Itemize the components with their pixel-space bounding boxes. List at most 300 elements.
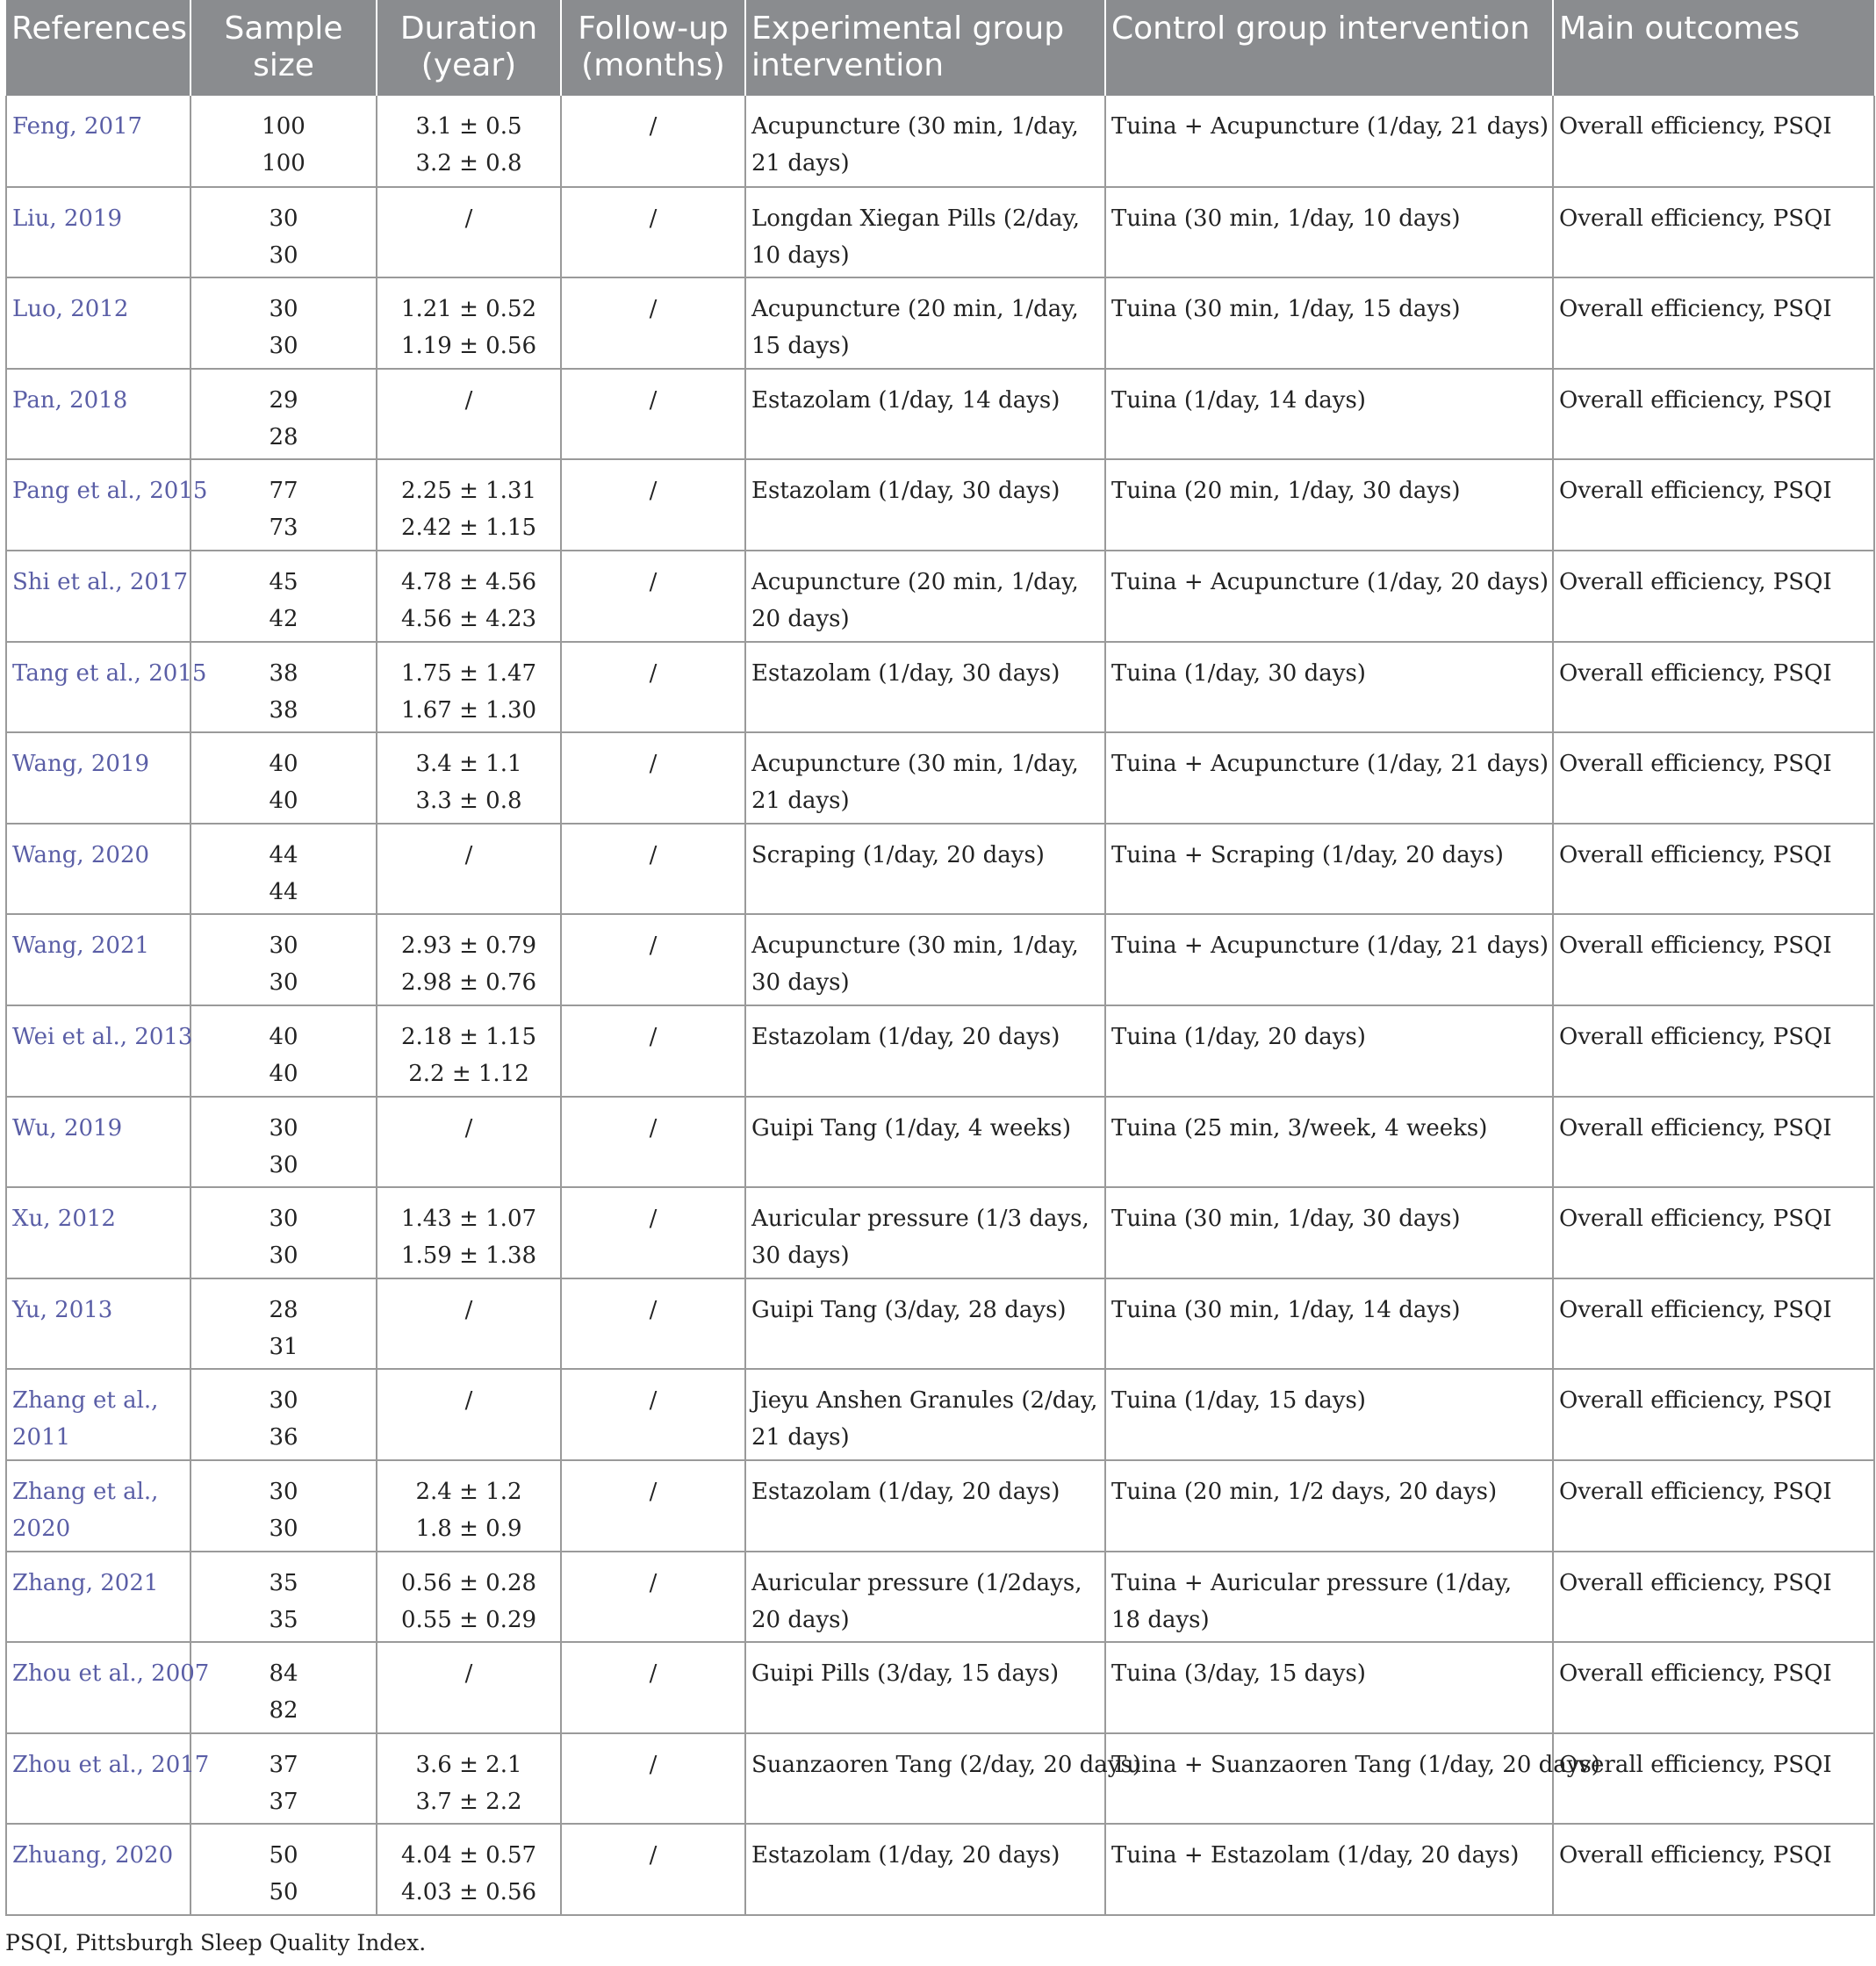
experimental-line: Guipi Pills (3/day, 15 days) [751, 1660, 1060, 1688]
duration-value: 4.78 ± 4.56 [400, 568, 537, 595]
outcomes-cell: Overall efficiency, PSQI [1553, 1733, 1874, 1825]
sample-size-value: 30 [269, 296, 298, 323]
sample-size-cell [190, 1552, 377, 1643]
reference-link[interactable]: Tang et al., 2015 [12, 659, 207, 687]
reference-link[interactable]: Zhang et al., [12, 1478, 159, 1505]
duration-value: 2.98 ± 0.76 [400, 969, 537, 997]
sample-size-value: 30 [269, 1478, 298, 1505]
reference-link[interactable]: Xu, 2012 [12, 1206, 116, 1233]
duration-cell [377, 1552, 561, 1643]
sample-size-cell [190, 1824, 377, 1915]
control-cell [1105, 1824, 1553, 1915]
reference-link[interactable]: Shi et al., 2017 [12, 568, 189, 595]
experimental-line: Estazolam (1/day, 20 days) [751, 1478, 1060, 1505]
table-row [6, 914, 1874, 1005]
experimental-cell [745, 187, 1105, 278]
duration-value: / [464, 841, 473, 868]
experimental-cell [745, 1005, 1105, 1097]
duration-cell [377, 277, 561, 369]
duration-value: 2.25 ± 1.31 [400, 478, 537, 505]
experimental-line: Acupuncture (20 min, 1/day, [751, 568, 1079, 595]
duration-value: / [464, 1660, 473, 1688]
experimental-cell [745, 369, 1105, 460]
follow-up-cell: / [561, 187, 745, 278]
duration-cell [377, 1369, 561, 1460]
control-cell [1105, 1642, 1553, 1733]
sample-size-value: 37 [269, 1788, 298, 1815]
experimental-line: Jieyu Anshen Granules (2/day, [751, 1387, 1098, 1415]
reference-link[interactable]: Wang, 2021 [12, 933, 150, 960]
reference-cell[interactable] [6, 187, 190, 278]
duration-value: 2.42 ± 1.15 [400, 515, 537, 542]
reference-link[interactable]: Feng, 2017 [12, 113, 143, 140]
duration-value: / [464, 205, 473, 232]
column-header-control: Control group intervention [1105, 0, 1553, 96]
table-row [6, 1369, 1874, 1460]
study-characteristics-table [5, 0, 1875, 1916]
experimental-cell [745, 1097, 1105, 1188]
table-row [6, 1642, 1874, 1733]
control-cell [1105, 1369, 1553, 1460]
follow-up-cell: / [561, 1642, 745, 1733]
outcomes-cell: Overall efficiency, PSQI [1553, 1005, 1874, 1097]
table-footnote: PSQI, Pittsburgh Sleep Quality Index. [5, 1930, 427, 1955]
control-line: Tuina (30 min, 1/day, 10 days) [1111, 205, 1461, 232]
outcomes-cell: Overall efficiency, PSQI [1553, 1642, 1874, 1733]
duration-value: 2.18 ± 1.15 [400, 1023, 537, 1050]
sample-size-cell [190, 1097, 377, 1188]
reference-link[interactable]: Wang, 2019 [12, 751, 150, 778]
sample-size-value: 30 [269, 1114, 298, 1141]
sample-size-value: 40 [269, 1060, 298, 1087]
outcomes-cell: Overall efficiency, PSQI [1553, 551, 1874, 642]
sample-size-cell [190, 1733, 377, 1825]
duration-cell [377, 1460, 561, 1552]
experimental-cell [745, 1642, 1105, 1733]
sample-size-value: 30 [269, 1151, 298, 1178]
reference-link[interactable]: Pan, 2018 [12, 386, 128, 414]
duration-value: 4.04 ± 0.57 [400, 1842, 537, 1869]
duration-cell [377, 1278, 561, 1370]
control-line: Tuina + Suanzaoren Tang (1/day, 20 days) [1111, 1751, 1600, 1778]
duration-value: / [464, 1296, 473, 1323]
table-row [6, 1278, 1874, 1370]
follow-up-cell: / [561, 459, 745, 551]
reference-link[interactable]: Zhou et al., 2017 [12, 1751, 210, 1778]
column-header-outcomes: Main outcomes [1553, 0, 1874, 96]
sample-size-value: 28 [269, 423, 298, 450]
control-line: Tuina (20 min, 1/2 days, 20 days) [1111, 1478, 1498, 1505]
follow-up-cell: / [561, 96, 745, 187]
outcomes-cell: Overall efficiency, PSQI [1553, 1824, 1874, 1915]
control-cell [1105, 369, 1553, 460]
duration-value: / [464, 1114, 473, 1141]
duration-cell [377, 914, 561, 1005]
reference-cell[interactable] [6, 551, 190, 642]
duration-value: 1.67 ± 1.30 [400, 696, 537, 724]
control-cell [1105, 277, 1553, 369]
control-line: Tuina (1/day, 15 days) [1111, 1387, 1366, 1415]
sample-size-value: 73 [269, 515, 298, 542]
follow-up-cell: / [561, 1460, 745, 1552]
reference-link[interactable]: Yu, 2013 [12, 1296, 113, 1323]
experimental-line: 30 days) [751, 1242, 850, 1270]
duration-cell [377, 824, 561, 915]
table-row [6, 1824, 1874, 1915]
duration-value: / [464, 386, 473, 414]
sample-size-cell [190, 1187, 377, 1278]
control-line: Tuina (20 min, 1/day, 30 days) [1111, 478, 1461, 505]
duration-cell [377, 1642, 561, 1733]
outcomes-cell: Overall efficiency, PSQI [1553, 824, 1874, 915]
reference-cell[interactable] [6, 1278, 190, 1370]
sample-size-value: 31 [269, 1333, 298, 1360]
outcomes-cell: Overall efficiency, PSQI [1553, 732, 1874, 824]
duration-cell [377, 551, 561, 642]
experimental-line: 20 days) [751, 1606, 850, 1633]
table-row [6, 369, 1874, 460]
sample-size-cell [190, 732, 377, 824]
follow-up-cell: / [561, 1187, 745, 1278]
duration-value: 2.93 ± 0.79 [400, 933, 537, 960]
experimental-cell [745, 459, 1105, 551]
experimental-line: 21 days) [751, 788, 850, 815]
control-cell [1105, 187, 1553, 278]
reference-cell[interactable] [6, 642, 207, 733]
experimental-cell [745, 642, 1105, 733]
control-cell [1105, 914, 1553, 1005]
reference-link[interactable]: Wang, 2020 [12, 841, 150, 868]
follow-up-cell: / [561, 1005, 745, 1097]
sample-size-value: 30 [269, 205, 298, 232]
column-header-follow-up: Follow-up (months) [561, 0, 745, 96]
follow-up-cell: / [561, 1278, 745, 1370]
sample-size-cell [190, 551, 377, 642]
reference-cell[interactable] [6, 1097, 190, 1188]
reference-link[interactable]: Zhang, 2021 [12, 1569, 159, 1596]
duration-cell [377, 1824, 561, 1915]
control-line: Tuina (30 min, 1/day, 14 days) [1111, 1296, 1461, 1323]
control-cell [1105, 824, 1553, 915]
sample-size-value: 30 [269, 969, 298, 997]
reference-cell[interactable] [6, 1733, 210, 1825]
reference-cell[interactable] [6, 1187, 190, 1278]
control-line: Tuina + Acupuncture (1/day, 21 days) [1111, 751, 1549, 778]
duration-value: 1.21 ± 0.52 [400, 296, 537, 323]
table-body [6, 96, 1874, 1915]
sample-size-value: 77 [269, 478, 298, 505]
follow-up-cell: / [561, 1733, 745, 1825]
control-cell [1105, 1460, 1553, 1552]
control-line: Tuina (1/day, 20 days) [1111, 1023, 1366, 1050]
table-row [6, 1733, 1874, 1825]
sample-size-cell [190, 277, 377, 369]
sample-size-value: 30 [269, 1387, 298, 1415]
sample-size-value: 30 [269, 1242, 298, 1270]
sample-size-value: 50 [269, 1842, 298, 1869]
reference-link[interactable]: Zhuang, 2020 [12, 1842, 174, 1869]
sample-size-cell [190, 1460, 377, 1552]
reference-link[interactable]: Zhou et al., 2007 [12, 1660, 210, 1688]
follow-up-cell: / [561, 1097, 745, 1188]
outcomes-cell: Overall efficiency, PSQI [1553, 1552, 1874, 1643]
table-row [6, 642, 1874, 733]
duration-value: 1.75 ± 1.47 [400, 659, 537, 687]
reference-cell[interactable] [6, 96, 190, 187]
reference-link[interactable]: Liu, 2019 [12, 205, 123, 232]
experimental-line: Estazolam (1/day, 20 days) [751, 1842, 1060, 1869]
sample-size-value: 30 [269, 1515, 298, 1542]
outcomes-cell: Overall efficiency, PSQI [1553, 96, 1874, 187]
experimental-cell [745, 1369, 1105, 1460]
reference-cell[interactable] [6, 1642, 210, 1733]
duration-cell [377, 1005, 561, 1097]
reference-link[interactable]: Zhang et al., [12, 1387, 159, 1415]
duration-value: 2.2 ± 1.12 [408, 1060, 529, 1087]
outcomes-cell: Overall efficiency, PSQI [1553, 277, 1874, 369]
sample-size-cell [190, 642, 377, 733]
sample-size-cell [190, 1369, 377, 1460]
control-cell [1105, 1733, 1600, 1825]
control-line: Tuina + Scraping (1/day, 20 days) [1111, 841, 1504, 868]
sample-size-cell [190, 1278, 377, 1370]
sample-size-value: 42 [269, 605, 298, 632]
sample-size-value: 44 [269, 878, 298, 905]
sample-size-value: 28 [269, 1296, 298, 1323]
sample-size-value: 30 [269, 1206, 298, 1233]
duration-cell [377, 187, 561, 278]
experimental-cell [745, 277, 1105, 369]
duration-cell [377, 459, 561, 551]
duration-cell [377, 96, 561, 187]
sample-size-cell [190, 1642, 377, 1733]
sample-size-value: 50 [269, 1879, 298, 1906]
experimental-line: Acupuncture (30 min, 1/day, [751, 933, 1079, 960]
follow-up-cell: / [561, 1824, 745, 1915]
sample-size-value: 40 [269, 751, 298, 778]
table-row [6, 824, 1874, 915]
reference-link[interactable]: Wu, 2019 [12, 1114, 123, 1141]
duration-cell [377, 1097, 561, 1188]
table-row [6, 1005, 1874, 1097]
experimental-line: 21 days) [751, 150, 850, 176]
outcomes-cell: Overall efficiency, PSQI [1553, 1278, 1874, 1370]
experimental-line: Acupuncture (20 min, 1/day, [751, 296, 1079, 323]
experimental-cell [745, 1187, 1105, 1278]
table-row [6, 1097, 1874, 1188]
sample-size-value: 37 [269, 1751, 298, 1778]
experimental-line: 30 days) [751, 969, 850, 997]
duration-cell [377, 1187, 561, 1278]
sample-size-value: 35 [269, 1569, 298, 1596]
table-row [6, 277, 1874, 369]
table-row [6, 187, 1874, 278]
control-cell [1105, 459, 1553, 551]
table-row [6, 96, 1874, 187]
experimental-line: Guipi Tang (1/day, 4 weeks) [751, 1114, 1071, 1141]
experimental-cell [745, 1733, 1141, 1825]
sample-size-value: 100 [262, 150, 305, 176]
control-cell [1105, 732, 1553, 824]
duration-value: 3.2 ± 0.8 [415, 150, 522, 176]
duration-value: 2.4 ± 1.2 [415, 1478, 522, 1505]
follow-up-cell: / [561, 1369, 745, 1460]
sample-size-value: 30 [269, 241, 298, 269]
sample-size-cell [190, 369, 377, 460]
follow-up-cell: / [561, 642, 745, 733]
follow-up-cell: / [561, 732, 745, 824]
duration-value: 3.7 ± 2.2 [415, 1788, 522, 1815]
control-line: Tuina (3/day, 15 days) [1111, 1660, 1366, 1688]
reference-cell[interactable] [6, 1824, 190, 1915]
duration-value: 1.59 ± 1.38 [400, 1242, 537, 1270]
control-line: Tuina (1/day, 30 days) [1111, 659, 1366, 687]
duration-cell [377, 732, 561, 824]
control-line: Tuina (30 min, 1/day, 15 days) [1111, 296, 1461, 323]
duration-value: 3.1 ± 0.5 [415, 113, 522, 140]
experimental-line: Estazolam (1/day, 30 days) [751, 659, 1060, 687]
experimental-cell [745, 914, 1105, 1005]
duration-value: 0.56 ± 0.28 [400, 1569, 537, 1596]
experimental-cell [745, 1824, 1105, 1915]
sample-size-cell [190, 96, 377, 187]
column-header-references: References [6, 0, 190, 96]
outcomes-cell: Overall efficiency, PSQI [1553, 1187, 1874, 1278]
sample-size-cell [190, 824, 377, 915]
experimental-cell [745, 551, 1105, 642]
experimental-line: 20 days) [751, 605, 850, 632]
experimental-line: Estazolam (1/day, 30 days) [751, 478, 1060, 505]
duration-value: 0.55 ± 0.29 [400, 1606, 537, 1633]
sample-size-value: 36 [269, 1424, 298, 1451]
table-row [6, 459, 1874, 551]
duration-value: 3.6 ± 2.1 [415, 1751, 522, 1778]
sample-size-value: 35 [269, 1606, 298, 1633]
experimental-cell [745, 1460, 1105, 1552]
sample-size-cell [190, 914, 377, 1005]
reference-cell[interactable] [6, 369, 190, 460]
control-cell [1105, 1097, 1553, 1188]
duration-cell [377, 642, 561, 733]
experimental-cell [745, 824, 1105, 915]
reference-link[interactable]: 2011 [12, 1424, 71, 1451]
table-row [6, 732, 1874, 824]
control-cell [1105, 642, 1553, 733]
column-header-duration: Duration (year) [377, 0, 561, 96]
reference-cell[interactable] [6, 459, 208, 551]
reference-cell[interactable] [6, 1369, 190, 1460]
follow-up-cell: / [561, 551, 745, 642]
outcomes-cell: Overall efficiency, PSQI [1553, 459, 1874, 551]
sample-size-value: 84 [269, 1660, 298, 1688]
experimental-line: Scraping (1/day, 20 days) [751, 841, 1045, 868]
reference-cell[interactable] [6, 914, 190, 1005]
outcomes-cell: Overall efficiency, PSQI [1553, 1460, 1874, 1552]
sample-size-value: 44 [269, 841, 298, 868]
experimental-line: Acupuncture (30 min, 1/day, [751, 113, 1079, 140]
control-line: Tuina + Auricular pressure (1/day, [1111, 1569, 1513, 1596]
reference-cell[interactable] [6, 824, 190, 915]
control-line: Tuina (25 min, 3/week, 4 weeks) [1111, 1114, 1488, 1141]
experimental-line: 15 days) [751, 333, 850, 360]
duration-cell [377, 1733, 561, 1825]
table-row [6, 1187, 1874, 1278]
experimental-cell [745, 1278, 1105, 1370]
duration-value: 1.43 ± 1.07 [400, 1206, 537, 1233]
sample-size-value: 82 [269, 1697, 298, 1725]
reference-cell[interactable] [6, 732, 190, 824]
control-line: Tuina (30 min, 1/day, 30 days) [1111, 1206, 1461, 1233]
sample-size-value: 38 [269, 696, 298, 724]
reference-cell[interactable] [6, 1552, 190, 1643]
experimental-line: Estazolam (1/day, 14 days) [751, 386, 1060, 414]
outcomes-cell: Overall efficiency, PSQI [1553, 1369, 1874, 1460]
control-cell [1105, 1552, 1553, 1643]
follow-up-cell: / [561, 369, 745, 460]
control-cell [1105, 1278, 1553, 1370]
control-line: Tuina + Acupuncture (1/day, 21 days) [1111, 933, 1549, 960]
control-line: Tuina + Acupuncture (1/day, 21 days) [1111, 113, 1549, 140]
reference-cell[interactable] [6, 277, 190, 369]
experimental-cell [745, 732, 1105, 824]
follow-up-cell: / [561, 914, 745, 1005]
follow-up-cell: / [561, 1552, 745, 1643]
sample-size-value: 40 [269, 788, 298, 815]
control-cell [1105, 551, 1553, 642]
follow-up-cell: / [561, 824, 745, 915]
table-row [6, 1552, 1874, 1643]
outcomes-cell: Overall efficiency, PSQI [1553, 642, 1874, 733]
column-header-experimental: Experimental group intervention [745, 0, 1105, 96]
control-line: Tuina + Acupuncture (1/day, 20 days) [1111, 568, 1549, 595]
experimental-line: 21 days) [751, 1424, 850, 1451]
duration-value: 1.8 ± 0.9 [415, 1515, 522, 1542]
sample-size-cell [190, 459, 377, 551]
outcomes-cell: Overall efficiency, PSQI [1553, 369, 1874, 460]
sample-size-value: 38 [269, 659, 298, 687]
experimental-line: Longdan Xiegan Pills (2/day, [751, 205, 1080, 232]
sample-size-cell [190, 187, 377, 278]
reference-link[interactable]: Luo, 2012 [12, 296, 129, 323]
follow-up-cell: / [561, 277, 745, 369]
table-header-row [6, 0, 1874, 96]
experimental-line: Guipi Tang (3/day, 28 days) [751, 1296, 1067, 1323]
sample-size-value: 40 [269, 1023, 298, 1050]
control-line: Tuina + Estazolam (1/day, 20 days) [1111, 1842, 1520, 1869]
duration-value: 4.03 ± 0.56 [400, 1879, 537, 1906]
sample-size-value: 45 [269, 568, 298, 595]
duration-value: 3.4 ± 1.1 [415, 751, 522, 778]
control-cell [1105, 96, 1553, 187]
control-cell [1105, 1187, 1553, 1278]
experimental-cell [745, 96, 1105, 187]
outcomes-cell: Overall efficiency, PSQI [1553, 1097, 1874, 1188]
duration-value: 1.19 ± 0.56 [400, 333, 537, 360]
sample-size-cell [190, 1005, 377, 1097]
reference-cell[interactable] [6, 1005, 193, 1097]
table-row [6, 551, 1874, 642]
experimental-line: Auricular pressure (1/3 days, [751, 1206, 1089, 1233]
reference-link[interactable]: Wei et al., 2013 [12, 1023, 193, 1050]
experimental-line: Estazolam (1/day, 20 days) [751, 1023, 1060, 1050]
experimental-line: Acupuncture (30 min, 1/day, [751, 751, 1079, 778]
table-row [6, 1460, 1874, 1552]
reference-link[interactable]: 2020 [12, 1515, 71, 1542]
outcomes-cell: Overall efficiency, PSQI [1553, 914, 1874, 1005]
reference-link[interactable]: Pang et al., 2015 [12, 478, 208, 505]
reference-cell[interactable] [6, 1460, 190, 1552]
sample-size-value: 30 [269, 933, 298, 960]
